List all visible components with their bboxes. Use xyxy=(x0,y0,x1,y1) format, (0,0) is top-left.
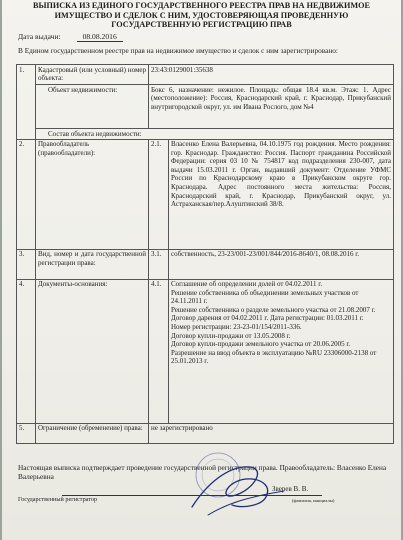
document-header xyxy=(10,1,393,30)
registrar-name: Зверев В. В. xyxy=(272,485,309,493)
doc-item: Решение собственника о разделе земельного участка от 21.08.2007 г. xyxy=(171,305,376,314)
signature-stroke xyxy=(192,467,268,507)
right-sub-number: 3.1. xyxy=(149,249,169,279)
registrar-signature xyxy=(188,445,338,540)
docs-list xyxy=(169,279,394,423)
intro-text: В Едином государственном реестре прав на недвижимое имущество и сделок с ним зарегистрировано: xyxy=(18,46,338,55)
name-caption: (фамилия, инициалы) xyxy=(292,498,335,503)
composition-label: Состав объекта недвижимости: xyxy=(36,129,394,140)
owner-value: Власенко Елена Валерьевна, 04.10.1975 год рождения. Место рождения: гор. Краснодар. Гражданство: Россия. Паспорт гражданина Российской Федерации: серия 03 10 № 754817 код подразделения 230-007, дата выдачи 15.03.2011 г. Орган, выдавший документ: Отделение УФМС России по Краснодарскому краю в Прикубанском округе гор. Краснодара. Адрес постоянного места жительства: Россия, Краснодарский край, г. Краснодар, Прикубанский округ, ул. Астраханская/пер.Алуштинский 38/8. xyxy=(169,139,394,249)
docs-label: Документы-основания: xyxy=(36,279,149,423)
restriction-value: не зарегистрировано xyxy=(149,423,394,443)
right-value: собственность, 23-23/001-23/001/844/2016-8640/1, 08.08.2016 г. xyxy=(169,249,394,279)
header-line-2: ИМУЩЕСТВО И СДЕЛОК С НИМ, УДОСТОВЕРЯЮЩАЯ ПРОВЕДЕННУЮ xyxy=(54,10,349,20)
row-5-number: 5. xyxy=(17,423,36,443)
object-label: Объект недвижимости: xyxy=(36,85,149,129)
issue-date-label: Дата выдачи: xyxy=(18,32,61,41)
doc-item: Номер регистрации: 23-23-01/154/2011-336. xyxy=(171,323,302,332)
registrar-title: Государственный регистратор xyxy=(18,496,98,503)
object-value: Бокс 6, назначение: нежилое. Площадь: общая 18.4 кв.м. Этаж: 1. Адрес (местоположение): Россия, Краснодарский край, г. Краснодар, Прикубанский внутригородской округ, ул. им Ивана Рослого, дом №4 xyxy=(149,85,394,129)
doc-item: Договор дарения от 04.02.2011 г. Дата регистрации: 01.03.2011 г. xyxy=(171,314,364,323)
row-1-number: 1. xyxy=(17,65,36,140)
cadastral-label: Кадастровый (или условный) номер объекта: xyxy=(36,65,149,85)
signature-line xyxy=(62,495,322,496)
issue-date-value: 08.08.2016 xyxy=(77,32,123,42)
official-seal xyxy=(196,453,240,497)
doc-item: Соглашение об определении долей от 04.02.2011 г. xyxy=(171,280,323,289)
doc-item: Решение собственника об объединении земельных участков от 24.11.2011 г. xyxy=(171,288,359,306)
row-4-number: 4. xyxy=(17,279,36,423)
issue-date xyxy=(18,32,123,42)
header-line-1: ВЫПИСКА ИЗ ЕДИНОГО ГОСУДАРСТВЕННОГО РЕЕСТРА ПРАВ НА НЕДВИЖИМОЕ xyxy=(33,1,370,10)
owner-label: Правообладатель (правообладатели): xyxy=(36,139,149,249)
docs-sub-number: 4.1. xyxy=(149,279,169,423)
header-line-3: ГОСУДАРСТВЕННУЮ РЕГИСТРАЦИЮ ПРАВ xyxy=(111,20,292,30)
doc-item: Договор купли-продажи от 13.05.2008 г. xyxy=(171,331,291,340)
confirmation-text: Настоящая выписка подтверждает проведение государственной регистрации права. Правообладатель: Власенко Елена Валерьевна xyxy=(18,463,387,481)
right-label: Вид, номер и дата государственной регистрации права: xyxy=(36,249,149,279)
doc-item: Разрешение на ввод объекта в эксплуатацию №RU 23306000-2138 от 25.01.2013 г. xyxy=(171,348,377,366)
cadastral-value: 23:43:0129001:35638 xyxy=(149,65,394,85)
document-page xyxy=(2,0,401,540)
row-3-number: 3. xyxy=(17,249,36,279)
restriction-label: Ограничение (обременение) права: xyxy=(36,423,149,443)
doc-item: Договор купли-продажи земельного участка от 20.06.2005 г. xyxy=(171,340,351,349)
row-2-number: 2. xyxy=(17,139,36,249)
registry-table xyxy=(16,64,394,444)
owner-sub-number: 2.1. xyxy=(149,139,169,249)
